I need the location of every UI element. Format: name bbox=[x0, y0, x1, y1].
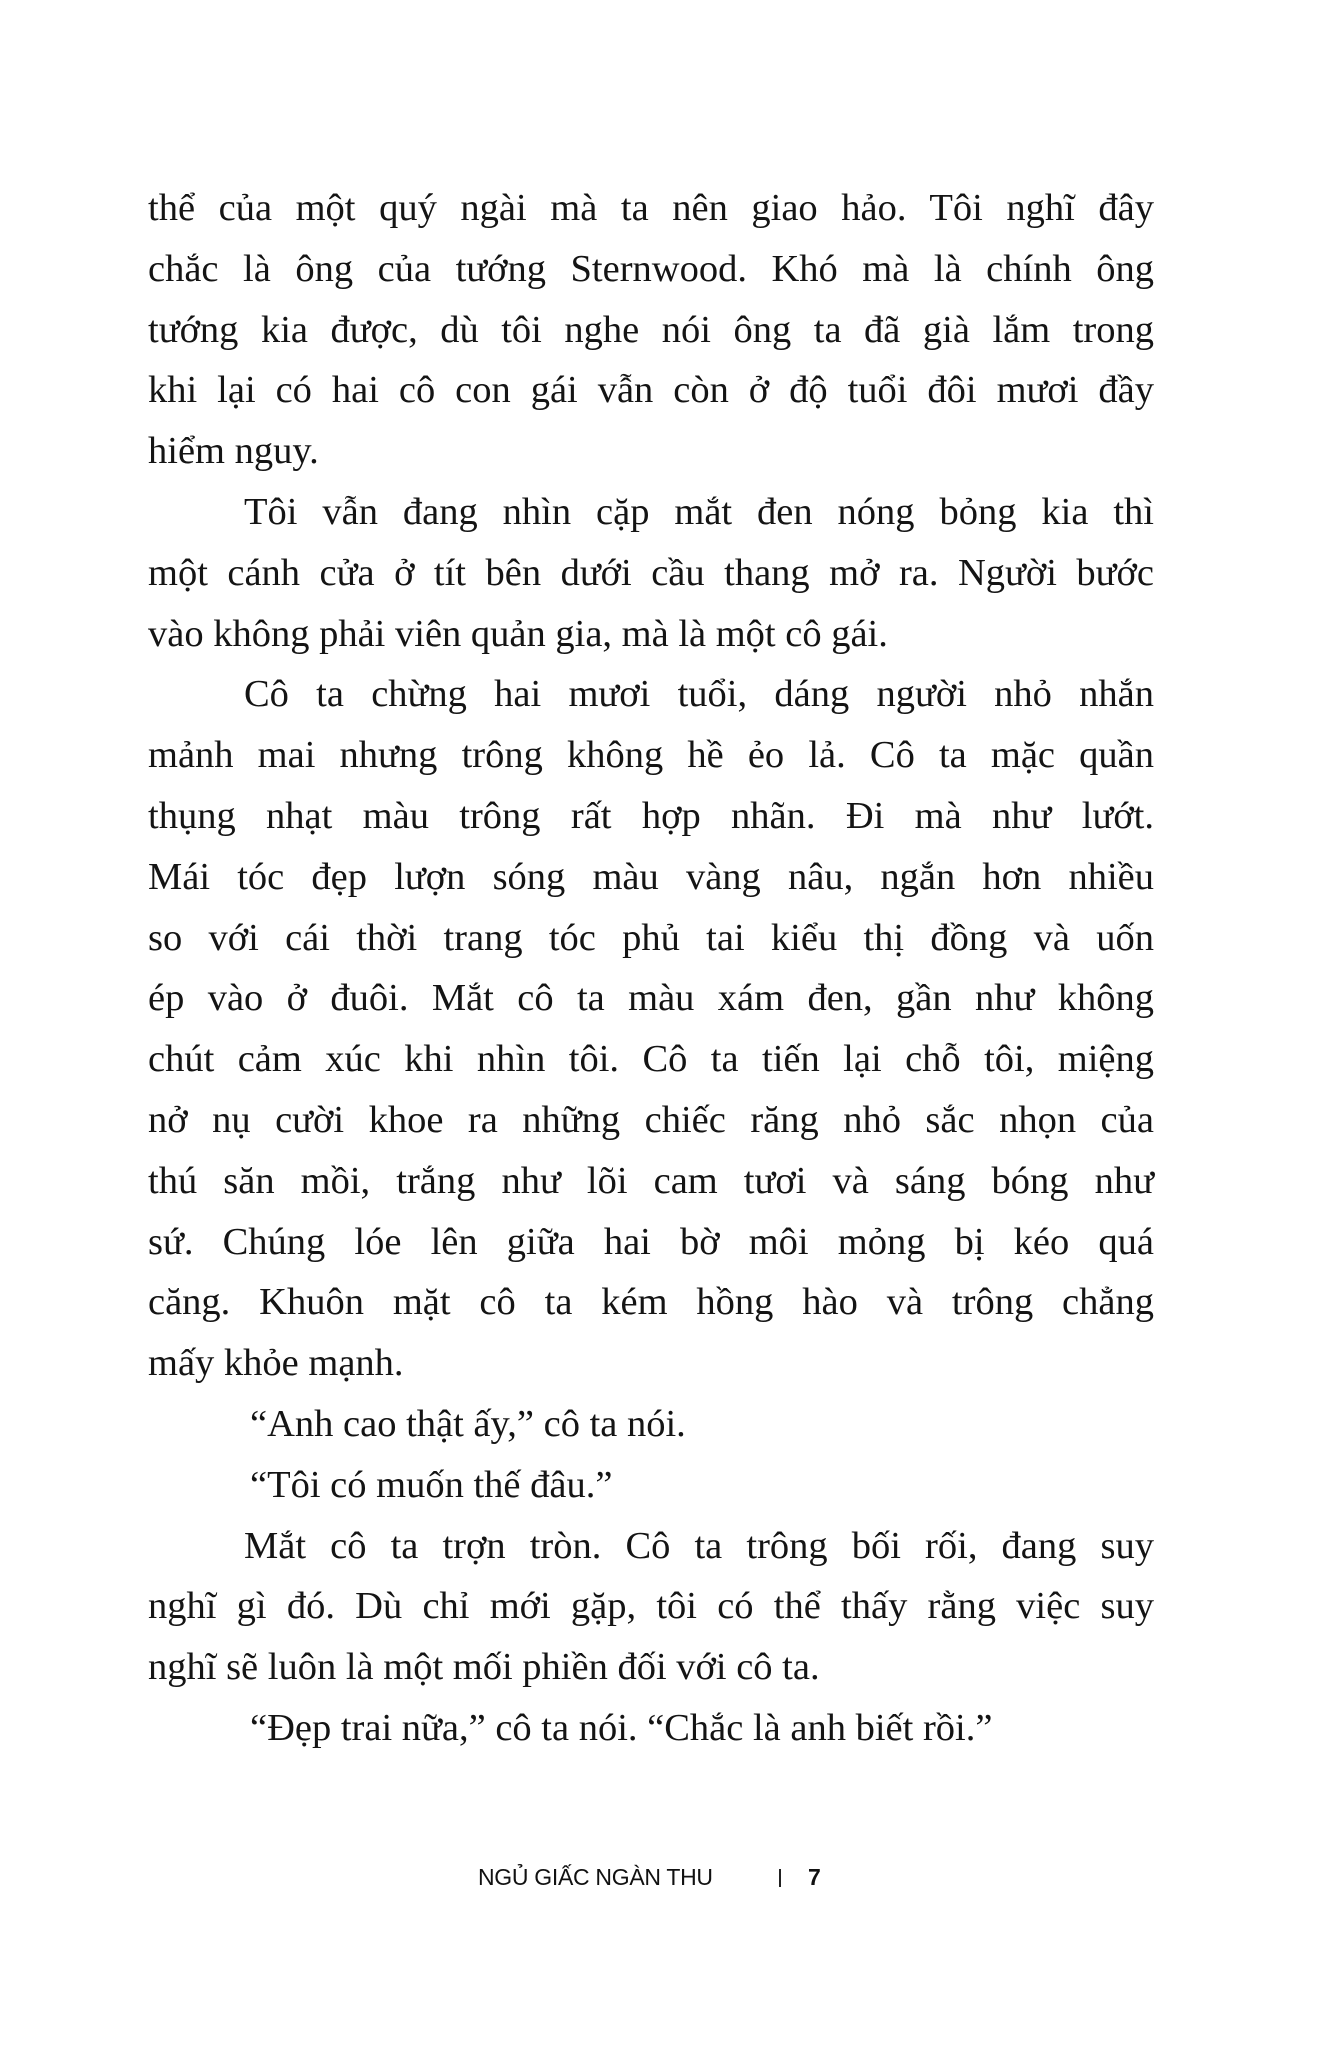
text-line: sứ. Chúng lóe lên giữa hai bờ môi mỏng bị kéo quá bbox=[148, 1220, 1154, 1263]
text-line: một cánh cửa ở tít bên dưới cầu thang mở ra. Người bước bbox=[148, 551, 1154, 594]
text-line: vào không phải viên quản gia, mà là một cô gái. bbox=[148, 612, 888, 655]
text-line: nghĩ gì đó. Dù chỉ mới gặp, tôi có thể thấy rằng việc suy bbox=[148, 1585, 1154, 1628]
page-footer bbox=[0, 1864, 1329, 1896]
text-line: thú săn mồi, trắng như lõi cam tươi và sáng bóng như bbox=[148, 1159, 1154, 1202]
text-line: khi lại có hai cô con gái vẫn còn ở độ tuổi đôi mươi đầy bbox=[148, 369, 1154, 412]
text-line: tướng kia được, dù tôi nghe nói ông ta đã già lắm trong bbox=[148, 308, 1154, 351]
paragraph-start-line: Mắt cô ta trợn tròn. Cô ta trông bối rối, đang suy bbox=[244, 1524, 1154, 1567]
text-line: thể của một quý ngài mà ta nên giao hảo. Tôi nghĩ đây bbox=[148, 187, 1154, 229]
text-line: hiểm nguy. bbox=[148, 430, 319, 473]
text-line: chút cảm xúc khi nhìn tôi. Cô ta tiến lại chỗ tôi, miệng bbox=[148, 1038, 1154, 1081]
text-line: so với cái thời trang tóc phủ tai kiểu thị đồng và uốn bbox=[148, 916, 1154, 959]
text-line: căng. Khuôn mặt cô ta kém hồng hào và trông chẳng bbox=[148, 1281, 1154, 1324]
text-line: ép vào ở đuôi. Mắt cô ta màu xám đen, gần như không bbox=[148, 977, 1154, 1020]
footer-divider bbox=[779, 1869, 781, 1887]
dialogue-line: “Đẹp trai nữa,” cô ta nói. “Chắc là anh biết rồi.” bbox=[250, 1706, 993, 1749]
text-line: mấy khỏe mạnh. bbox=[148, 1342, 404, 1385]
paragraph-start-line: Cô ta chừng hai mươi tuổi, dáng người nhỏ nhắn bbox=[244, 673, 1154, 716]
text-line: chắc là ông của tướng Sternwood. Khó mà là chính ông bbox=[148, 247, 1154, 290]
body-text bbox=[148, 178, 1154, 1759]
paragraph-start-line: Tôi vẫn đang nhìn cặp mắt đen nóng bỏng kia thì bbox=[244, 490, 1154, 533]
text-line: nghĩ sẽ luôn là một mối phiền đối với cô ta. bbox=[148, 1646, 820, 1689]
dialogue-line: “Anh cao thật ấy,” cô ta nói. bbox=[250, 1402, 686, 1445]
dialogue-line: “Tôi có muốn thế đâu.” bbox=[250, 1463, 613, 1506]
page-number: 7 bbox=[808, 1864, 821, 1890]
running-book-title: NGỦ GIẤC NGÀN THU bbox=[478, 1864, 713, 1890]
text-line: nở nụ cười khoe ra những chiếc răng nhỏ sắc nhọn của bbox=[148, 1098, 1154, 1141]
text-line: Mái tóc đẹp lượn sóng màu vàng nâu, ngắn hơn nhiều bbox=[148, 855, 1154, 898]
text-line: mảnh mai nhưng trông không hề ẻo lả. Cô ta mặc quần bbox=[148, 734, 1154, 777]
text-line: thụng nhạt màu trông rất hợp nhãn. Đi mà như lướt. bbox=[148, 794, 1154, 837]
